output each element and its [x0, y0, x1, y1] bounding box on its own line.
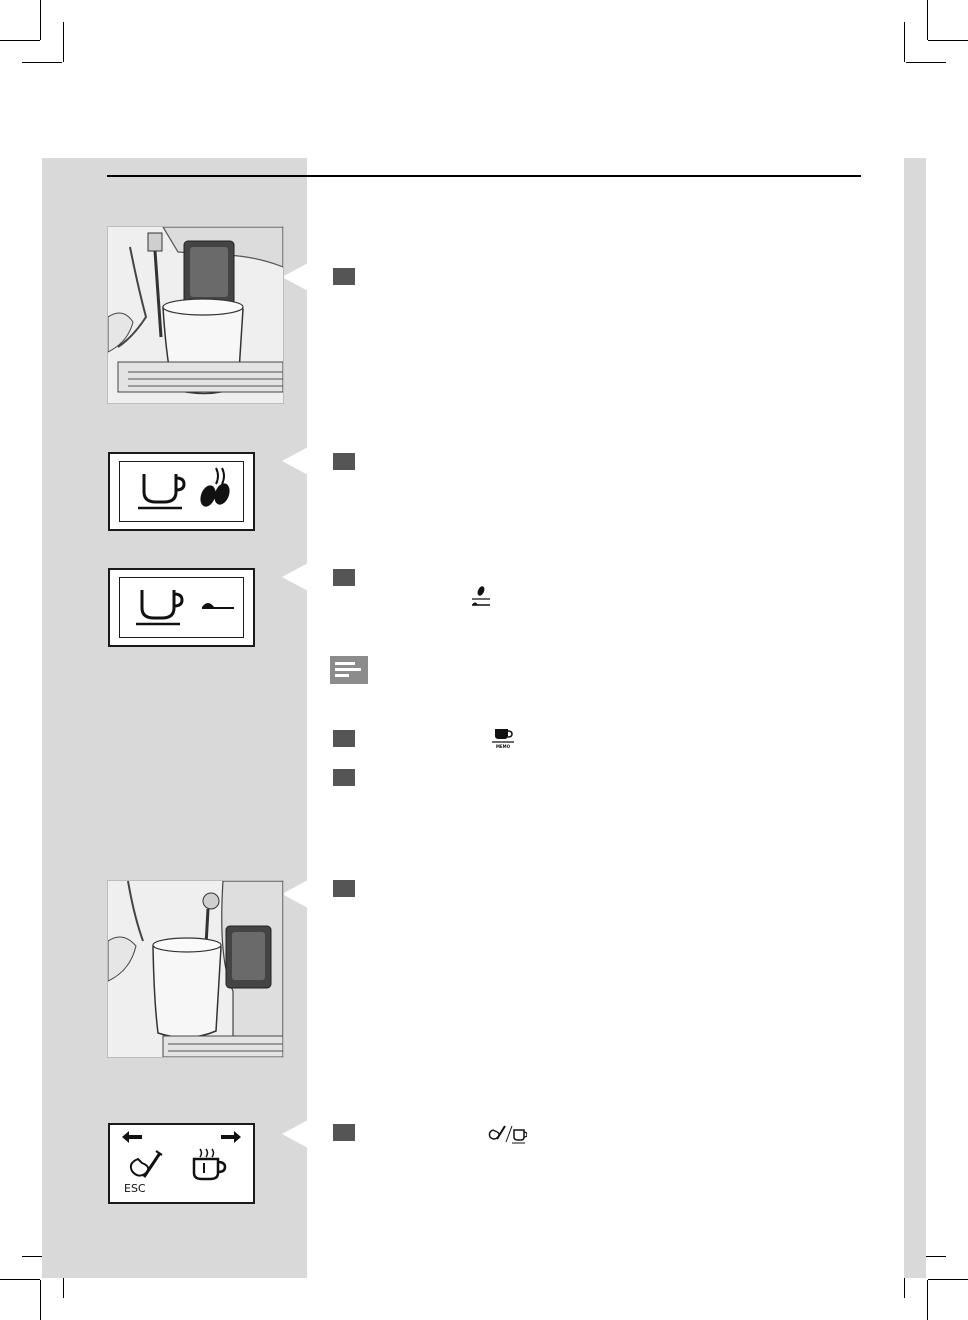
step-box-2 [333, 453, 355, 470]
crop-mark [22, 62, 62, 63]
crop-mark [928, 1279, 968, 1280]
froth-milk-icon [126, 1149, 166, 1183]
note-line [335, 668, 361, 671]
note-line [335, 662, 355, 665]
crop-mark [63, 22, 64, 62]
crop-mark [906, 62, 946, 63]
display-panel-cup-ground [108, 568, 255, 647]
step-box-7 [333, 1124, 355, 1141]
callout-pointer [282, 880, 308, 908]
display-panel-cup-beans [108, 452, 255, 531]
callout-pointer [282, 563, 308, 591]
coffee-beans-icon [196, 466, 232, 512]
step-box-1 [333, 268, 355, 285]
callout-pointer [282, 1120, 308, 1148]
esc-label: ESC [124, 1182, 146, 1195]
froth-hot-water-icon [487, 1122, 527, 1144]
crop-mark [0, 1279, 40, 1280]
crop-mark [0, 40, 40, 41]
inline-ground-coffee-icon [470, 585, 492, 607]
crop-mark [928, 40, 968, 41]
arrow-right-icon [221, 1131, 241, 1143]
steam-wand-jug-drawing [108, 227, 283, 403]
note-icon [330, 656, 368, 684]
callout-pointer [282, 263, 308, 291]
note-line [335, 674, 349, 677]
step-box-4 [333, 730, 355, 747]
callout-pointer [282, 447, 308, 475]
page-edge-strip [904, 158, 926, 1278]
hot-water-icon [190, 1147, 228, 1183]
crop-mark [927, 1280, 928, 1320]
frothing-milk-drawing [108, 881, 283, 1057]
cup-icon [138, 470, 188, 510]
illustration-frothing-milk [107, 880, 284, 1058]
crop-mark [927, 0, 928, 40]
crop-mark [40, 0, 41, 40]
arrow-left-icon [122, 1131, 142, 1143]
step-box-5 [333, 769, 355, 786]
cup-icon [136, 586, 186, 626]
crop-mark [40, 1280, 41, 1320]
memo-label: MEMO [495, 744, 511, 749]
display-panel-menu [108, 1123, 255, 1204]
header-rule [107, 175, 861, 177]
illustration-steam-wand-jug [107, 226, 284, 404]
step-box-3 [333, 569, 355, 586]
crop-mark [904, 22, 905, 62]
step-box-6 [333, 880, 355, 897]
ground-coffee-icon [200, 598, 234, 612]
